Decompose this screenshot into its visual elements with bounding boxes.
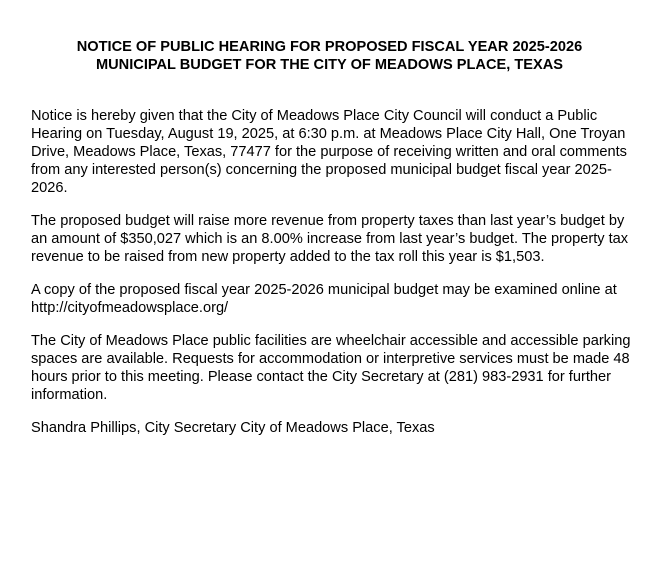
- notice-title-line-2: MUNICIPAL BUDGET FOR THE CITY OF MEADOWS PLACE, TEXAS: [95, 57, 563, 73]
- signature: Shandra Phillips, City Secretary City of Meadows Place, Texas: [31, 420, 435, 436]
- hearing-paragraph: Notice is hereby given that the City of Meadows Place City Council will conduct a Public Hearing on Tuesday, August 19, 2025, at 6:30 p.m. at Meadows Place City Hall, One Troyan Drive, Meadows Place, Texas, 77477 for the purpose of receiving written and oral comments from any interested person(s) concerning the proposed municipal budget fiscal year 2025-2026.: [31, 108, 627, 196]
- notice-body: [31, 107, 641, 437]
- budget-copy-paragraph: A copy of the proposed fiscal year 2025-2026 municipal budget may be examined online at http://cityofmeadowsplace.org/: [31, 282, 617, 316]
- notice-title-line-1: NOTICE OF PUBLIC HEARING FOR PROPOSED FISCAL YEAR 2025-2026: [76, 39, 583, 55]
- accessibility-paragraph: The City of Meadows Place public facilities are wheelchair accessible and accessible parking spaces are available. Requests for accommodation or interpretive services must be made 48 hours prior to this meeting. Please contact the City Secretary at (281) 983-2931 for further information.: [31, 333, 631, 403]
- budget-revenue-paragraph: The proposed budget will raise more revenue from property taxes than last year’s budget by an amount of $350,027 which is an 8.00% increase from last year’s budget. The property tax revenue to be raised from new property added to the tax roll this year is $1,503.: [31, 213, 629, 265]
- notice-title: [0, 38, 659, 74]
